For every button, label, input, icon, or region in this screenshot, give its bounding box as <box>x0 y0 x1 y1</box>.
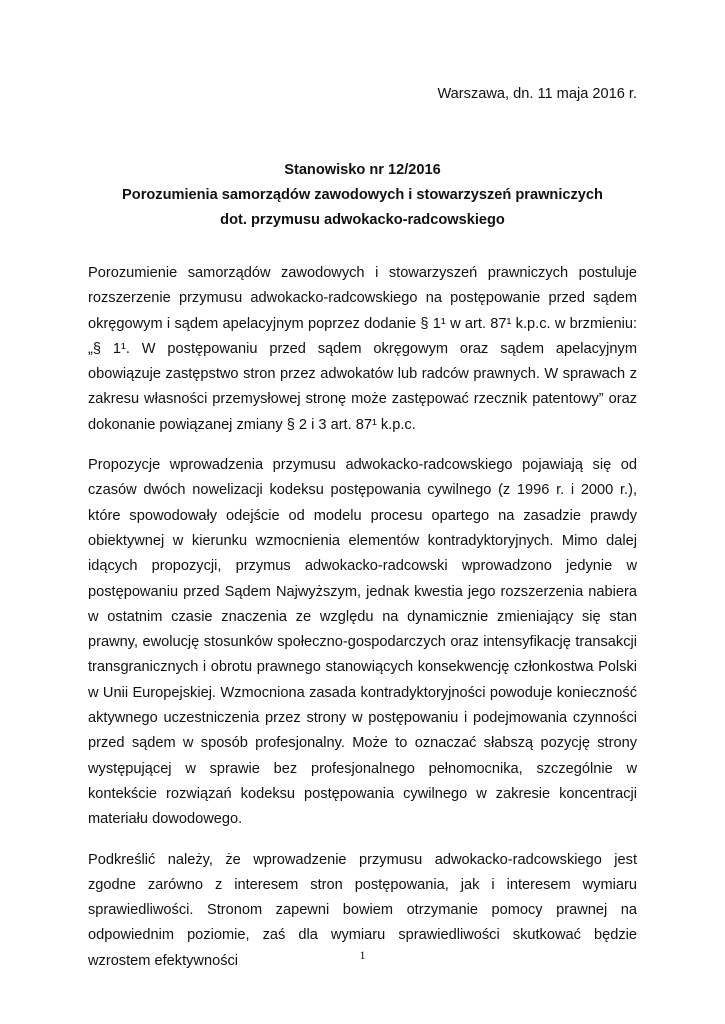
title-line-subject: dot. przymusu adwokacko-radcowskiego <box>220 212 505 228</box>
paragraph-3: Podkreślić należy, że wprowadzenie przymusu adwokacko-radcowskiego jest zgodne zarówno z interesem stron postępowania, jak i interesem wymiaru sprawiedliwości. Stronom zapewni bowiem otrzymanie pomocy prawnej na odpowiednim poziomie, zaś dla wymiaru sprawiedliwości skutkować będzie wzrostem efektywności <box>88 851 637 969</box>
title-line-issuer: Porozumienia samorządów zawodowych i stowarzyszeń prawniczych <box>122 187 603 203</box>
title-line-number: Stanowisko nr 12/2016 <box>284 162 441 178</box>
paragraph-2: Propozycje wprowadzenia przymusu adwokacko-radcowskiego pojawiają się od czasów dwóch nowelizacji kodeksu postępowania cywilnego (z 1996 r. i 2000 r.), które spowodowały odejście od modelu procesu opartego na zasadzie prawdy obiektywnej w kierunku wzmocnienia elementów kontradyktoryjnych. Mimo dalej idących propozycji, przymus adwokacko-radcowski wprowadzono jedynie w postępowaniu przed Sądem Najwyższym, jednak kwestia jego rozszerzenia nabiera w ostatnim czasie znaczenia ze względu na dynamicznie zmieniający się stan prawny, ewolucję stosunków społeczno-gospodarczych oraz intensyfikację transakcji transgranicznych i obrotu prawnego stanowiących konsekwencję członkostwa Polski w Unii Europejskiej. Wzmocniona zasada kontradyktoryjności powoduje konieczność aktywnego uczestniczenia przez strony w postępowaniu i podejmowania czynności przed sądem w sposób profesjonalny. Może to oznaczać słabszą pozycję strony występującej w sprawie bez profesjonalnego pełnomocnika, szczególnie w kontekście rozwiązań kodeksu postępowania cywilnego w zakresie koncentracji materiału dowodowego. <box>88 457 637 828</box>
paragraph-1: Porozumienie samorządów zawodowych i stowarzyszeń prawniczych postuluje rozszerzenie przymusu adwokacko-radcowskiego na postępowanie przed sądem okręgowym i sądem apelacyjnym poprzez dodanie § 1¹ w art. 87¹ k.p.c. w brzmieniu: „§ 1¹. W postępowaniu przed sądem okręgowym oraz sądem apelacyjnym obowiązuje zastępstwo stron przez adwokatów lub radców prawnych. W sprawach z zakresu własności przemysłowej stronę może zastępować rzecznik patentowy” oraz dokonanie powiązanej zmiany § 2 i 3 art. 87¹ k.p.c. <box>88 265 637 433</box>
document-title <box>88 158 637 233</box>
date-line: Warszawa, dn. 11 maja 2016 r. <box>437 86 637 102</box>
document-body <box>88 261 637 989</box>
page-number: 1 <box>359 948 366 962</box>
